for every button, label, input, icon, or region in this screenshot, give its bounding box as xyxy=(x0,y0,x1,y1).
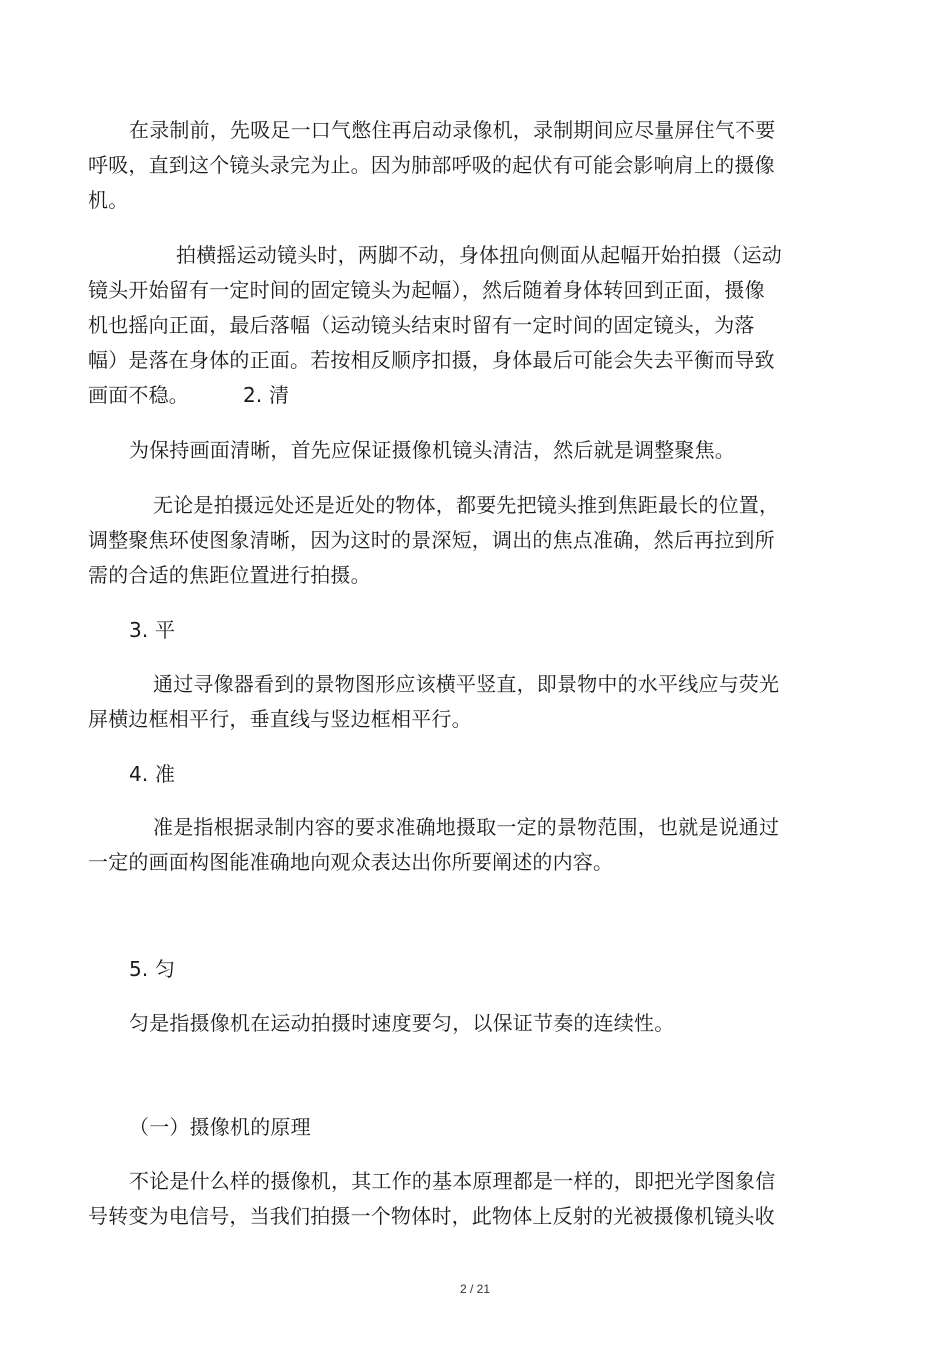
paragraph-7-line-1: 匀是指摄像机在运动拍摄时速度要匀，以保证节奏的连续性。 xyxy=(129,1011,675,1035)
paragraph-6-line-1: 准是指根据录制内容的要求准确地摄取一定的景物范围，也就是说通过 xyxy=(153,815,780,839)
paragraph-2-line-3: 机也摇向正面，最后落幅（运动镜头结束时留有一定时间的固定镜头，为落 xyxy=(88,313,755,337)
heading-4: 4. 准 xyxy=(129,762,176,786)
paragraph-4-line-2: 调整聚焦环使图象清晰，因为这时的景深短，调出的焦点准确，然后再拉到所 xyxy=(88,528,775,552)
paragraph-1-line-3: 机。 xyxy=(88,188,129,212)
paragraph-2-line-4: 幅）是落在身体的正面。若按相反顺序扣摄，身体最后可能会失去平衡而导致 xyxy=(88,348,775,372)
paragraph-2-line-2: 镜头开始留有一定时间的固定镜头为起幅），然后随着身体转回到正面，摄像 xyxy=(88,278,765,302)
paragraph-4-line-1: 无论是拍摄远处还是近处的物体，都要先把镜头推到焦距最长的位置， xyxy=(153,493,780,517)
page-indicator: 2 / 21 xyxy=(459,1282,491,1296)
paragraph-1-line-2: 呼吸，直到这个镜头录完为止。因为肺部呼吸的起伏有可能会影响肩上的摄像 xyxy=(88,153,775,177)
paragraph-5-line-2: 屏横边框相平行，垂直线与竖边框相平行。 xyxy=(88,707,472,731)
paragraph-4-line-3: 需的合适的焦距位置进行拍摄。 xyxy=(88,563,371,587)
heading-3: 3. 平 xyxy=(129,618,176,642)
heading-2-inline: 2. 清 xyxy=(243,383,290,407)
paragraph-1-line-1: 在录制前，先吸足一口气憋住再启动录像机，录制期间应尽量屏住气不要 xyxy=(129,118,776,142)
paragraph-2-line-5: 画面不稳。 xyxy=(88,383,189,407)
paragraph-2-line-1: 拍横摇运动镜头时，两脚不动，身体扭向侧面从起幅开始拍摄（运动 xyxy=(176,243,782,267)
heading-5: 5. 匀 xyxy=(129,957,176,981)
section-heading: （一）摄像机的原理 xyxy=(129,1115,311,1139)
paragraph-8-line-1: 不论是什么样的摄像机，其工作的基本原理都是一样的，即把光学图象信 xyxy=(129,1169,776,1193)
paragraph-8-line-2: 号转变为电信号，当我们拍摄一个物体时，此物体上反射的光被摄像机镜头收 xyxy=(88,1204,775,1228)
paragraph-3-line-1: 为保持画面清晰，首先应保证摄像机镜头清洁，然后就是调整聚焦。 xyxy=(129,438,735,462)
paragraph-5-line-1: 通过寻像器看到的景物图形应该横平竖直，即景物中的水平线应与荧光 xyxy=(153,672,780,696)
paragraph-6-line-2: 一定的画面构图能准确地向观众表达出你所要阐述的内容。 xyxy=(88,850,614,874)
